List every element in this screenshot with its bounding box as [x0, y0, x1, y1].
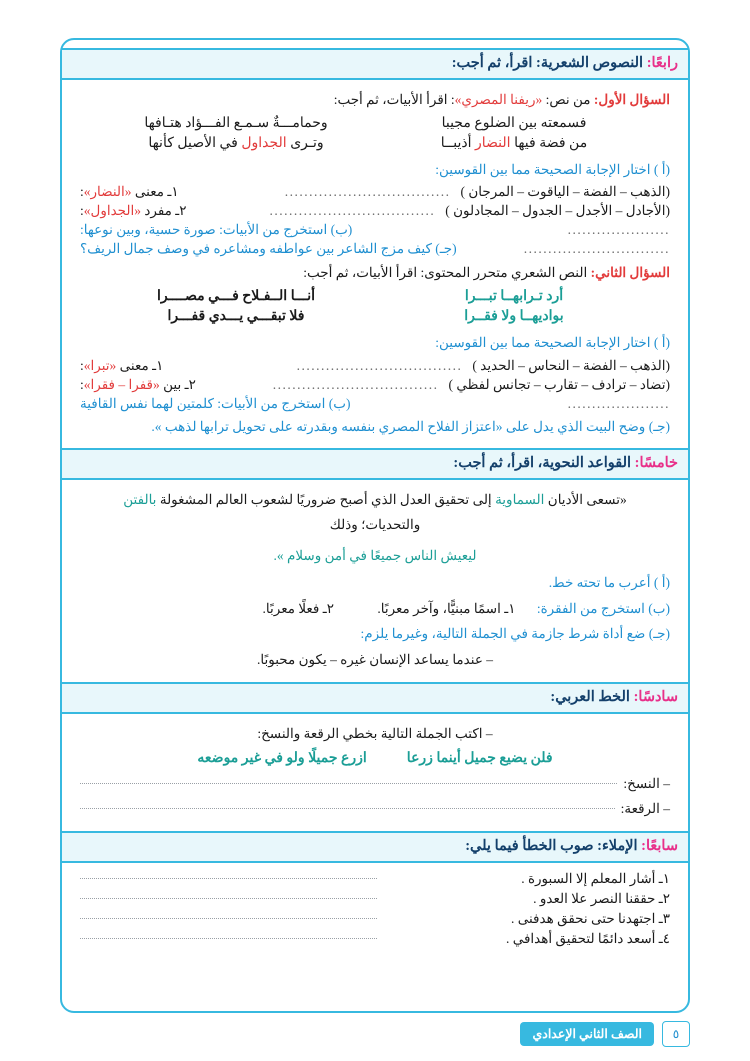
choice-question: ٢ـ مفرد «الجداول»: — [80, 203, 187, 219]
verse-left: بواديهــا ولا فقــرا — [464, 308, 564, 324]
grammar-passage-line2: ليعيش الناس جميعًا في أمن وسلام ». — [273, 548, 477, 564]
answer-blank[interactable]: ..................... — [567, 222, 670, 238]
spelling-answer-line[interactable] — [80, 918, 377, 919]
choice-options: (الذهب – الفضة – الياقوت – المرجان ) — [460, 184, 670, 200]
choice-row — [80, 358, 670, 374]
answer-blank[interactable]: ..................... — [567, 395, 670, 411]
calligraphy-sentence — [80, 750, 670, 767]
verse-right: فلا تبقـــي يـــدي قفـــرا — [167, 308, 305, 324]
grade-badge: الصف الثاني الإعدادي — [520, 1022, 654, 1046]
spelling-item: ١ـ أشار المعلم إلا السبورة . — [521, 871, 670, 887]
part-a2-label: (أ ) اختار الإجابة الصحيحة مما بين القوسين: — [435, 334, 670, 350]
choice-question: ١ـ معنى «تبرا»: — [80, 357, 164, 373]
page-number: ٥ — [662, 1021, 690, 1047]
choice-question: ٢ـ بين «قفرا – فقرا»: — [80, 376, 196, 392]
calligraphy-sentence-left: فلن يضيع جميل أينما زرعا — [406, 751, 553, 767]
grammar-part-c-row — [80, 622, 670, 646]
choice-row — [80, 377, 670, 393]
section-body-grammar — [76, 488, 674, 671]
section-body-spelling — [76, 871, 674, 947]
verse-row-2 — [80, 288, 670, 305]
answer-blank[interactable]: .................................. — [272, 376, 439, 392]
grammar-part-c-label: (جـ) ضع أداة شرط جازمة في الجملة التالية، وغيرما يلزم: — [360, 626, 670, 642]
section-number-poetry: رابعًا: — [646, 55, 678, 71]
part-c-text: (جـ) كيف مزج الشاعر بين عواطفه ومشاعره في وصف جمال الريف؟ — [80, 241, 457, 257]
part-b-row — [80, 222, 670, 238]
part-b2-text: (ب) استخرج من الأبيات: كلمتين لهما نفس القافية — [80, 395, 351, 411]
answer-blank[interactable]: .................................. — [296, 357, 463, 373]
section-title-poetry: النصوص الشعرية: اقرأ، ثم أجب: — [451, 55, 644, 71]
grammar-part-b-row — [80, 597, 670, 621]
grammar-part-b-label: (ب) استخرج من الفقرة: — [536, 600, 670, 616]
section-title-spelling: الإملاء: صوب الخطأ فيما يلي: — [465, 838, 638, 855]
section-number-spelling: سابعًا: — [641, 838, 678, 855]
question-2-label: السؤال الثاني: — [590, 265, 670, 281]
section-body-poetry — [76, 88, 674, 438]
question-1-line — [80, 88, 670, 112]
spelling-item: ٢ـ حققنا النصر علا العدو . — [533, 891, 670, 907]
part-c-row — [80, 241, 670, 257]
spelling-answer-line[interactable] — [80, 898, 377, 899]
calligraphy-ruqaa-row — [80, 801, 670, 817]
spelling-row — [80, 931, 670, 947]
section-number-grammar: خامسًا: — [634, 455, 678, 472]
spelling-item: ٣ـ اجتهدنا حتى نحقق هدفنى . — [510, 911, 670, 927]
grammar-part-b-item-1: ١ـ اسمًا مبنيًّا، وآخر معربًا. — [377, 600, 516, 616]
choice-options: (تضاد – ترادف – تقارب – تجانس لفظي ) — [448, 376, 670, 392]
calligraphy-instruction: – اكتب الجملة التالية بخطي الرقعة والنسخ: — [257, 725, 493, 741]
verse-right: وحمامـــةٌ سـمـع الفـــؤاد هتـافها — [144, 115, 328, 131]
calligraphy-naskh-line[interactable] — [80, 783, 617, 784]
section-header-calligraphy — [62, 682, 688, 714]
section-header-spelling — [62, 831, 688, 863]
grammar-part-a: (أ ) أعرب ما تحته خط. — [548, 575, 670, 591]
grammar-part-c-example: – عندما يساعد الإنسان غيره – يكون محبوبًا. — [256, 651, 493, 667]
part-c2-text: (جـ) وضح البيت الذي يدل على «اعتزاز الفلاح المصري بنفسه وبقدرته على تحويل ترابها لذهب ». — [151, 418, 670, 434]
calligraphy-sentence-right: ازرع جميلًا ولو في غير موضعه — [197, 751, 367, 767]
choice-question: ١ـ معنى «النضار»: — [80, 184, 179, 200]
answer-blank[interactable]: .................................. — [269, 203, 436, 219]
page-footer — [0, 1021, 750, 1047]
spelling-row — [80, 911, 670, 927]
part-b-text: (ب) استخرج من الأبيات: صورة حسية، وبين نوعها: — [80, 222, 353, 238]
spelling-answer-line[interactable] — [80, 878, 377, 879]
question-1-text: من نص: «ريفنا المصري»: اقرأ الأبيات، ثم أجب: — [333, 92, 591, 107]
question-1-label: السؤال الأول: — [593, 92, 670, 107]
calligraphy-ruqaa-line[interactable] — [80, 808, 615, 809]
part-a-label: (أ ) اختار الإجابة الصحيحة مما بين القوسين: — [435, 161, 670, 177]
calligraphy-ruqaa-label: – الرقعة: — [620, 801, 670, 817]
verse-left: فسمعته بين الضلوع مجيبا — [441, 115, 587, 131]
verse-left: أرد تـرابهــا تبـــرا — [464, 288, 564, 304]
page-frame — [60, 38, 690, 1013]
grammar-passage-line1: «تسعى الأديان السماوية إلى تحقيق العدل الذي أصبح ضروريًا لشعوب العالم المشغولة بالفتن والتحديات؛ وذلك — [123, 492, 627, 533]
answer-blank[interactable]: .................................. — [284, 184, 451, 200]
spelling-row — [80, 871, 670, 887]
footer-bar — [520, 1021, 690, 1047]
section-title-grammar: القواعد النحوية، اقرأ، ثم أجب: — [453, 455, 632, 472]
spelling-answer-line[interactable] — [80, 938, 377, 939]
verse-row-2 — [80, 308, 670, 325]
section-header-grammar — [62, 448, 688, 480]
grammar-part-b-item-2: ٢ـ فعلًا معربًا. — [262, 600, 334, 616]
verse-left: من فضة فيها النضار أذيبــا — [440, 135, 588, 151]
verse-row — [80, 135, 670, 152]
answer-blank[interactable]: .............................. — [523, 241, 670, 257]
spelling-item: ٤ـ أسعد دائمًا لتحقيق أهدافي . — [505, 931, 670, 947]
verse-row — [80, 115, 670, 132]
section-header-poetry — [62, 48, 688, 80]
page-content — [62, 40, 688, 1011]
choice-options: (الأجادل – الأجدل – الجدول – المجادلون ) — [445, 203, 670, 219]
choice-row — [80, 203, 670, 219]
spelling-row — [80, 891, 670, 907]
calligraphy-naskh-row — [80, 776, 670, 792]
verse-right: أنـــا الــفـلاح فـــي مصــــرا — [156, 288, 316, 304]
choice-options: (الذهب – الفضة – النحاس – الحديد ) — [472, 357, 670, 373]
question-2-line — [80, 261, 670, 285]
part-b2-row — [80, 396, 670, 412]
question-2-text: النص الشعري متحرر المحتوى: اقرأ الأبيات، ثم أجب: — [303, 265, 588, 281]
choice-row — [80, 184, 670, 200]
verse-right: وتـرى الجداول في الأصيل كأنها — [148, 135, 324, 151]
section-title-calligraphy: الخط العربي: — [550, 688, 630, 705]
section-number-calligraphy: سادسًا: — [633, 688, 678, 705]
calligraphy-naskh-label: – النسخ: — [623, 776, 670, 792]
section-body-calligraphy — [76, 722, 674, 818]
